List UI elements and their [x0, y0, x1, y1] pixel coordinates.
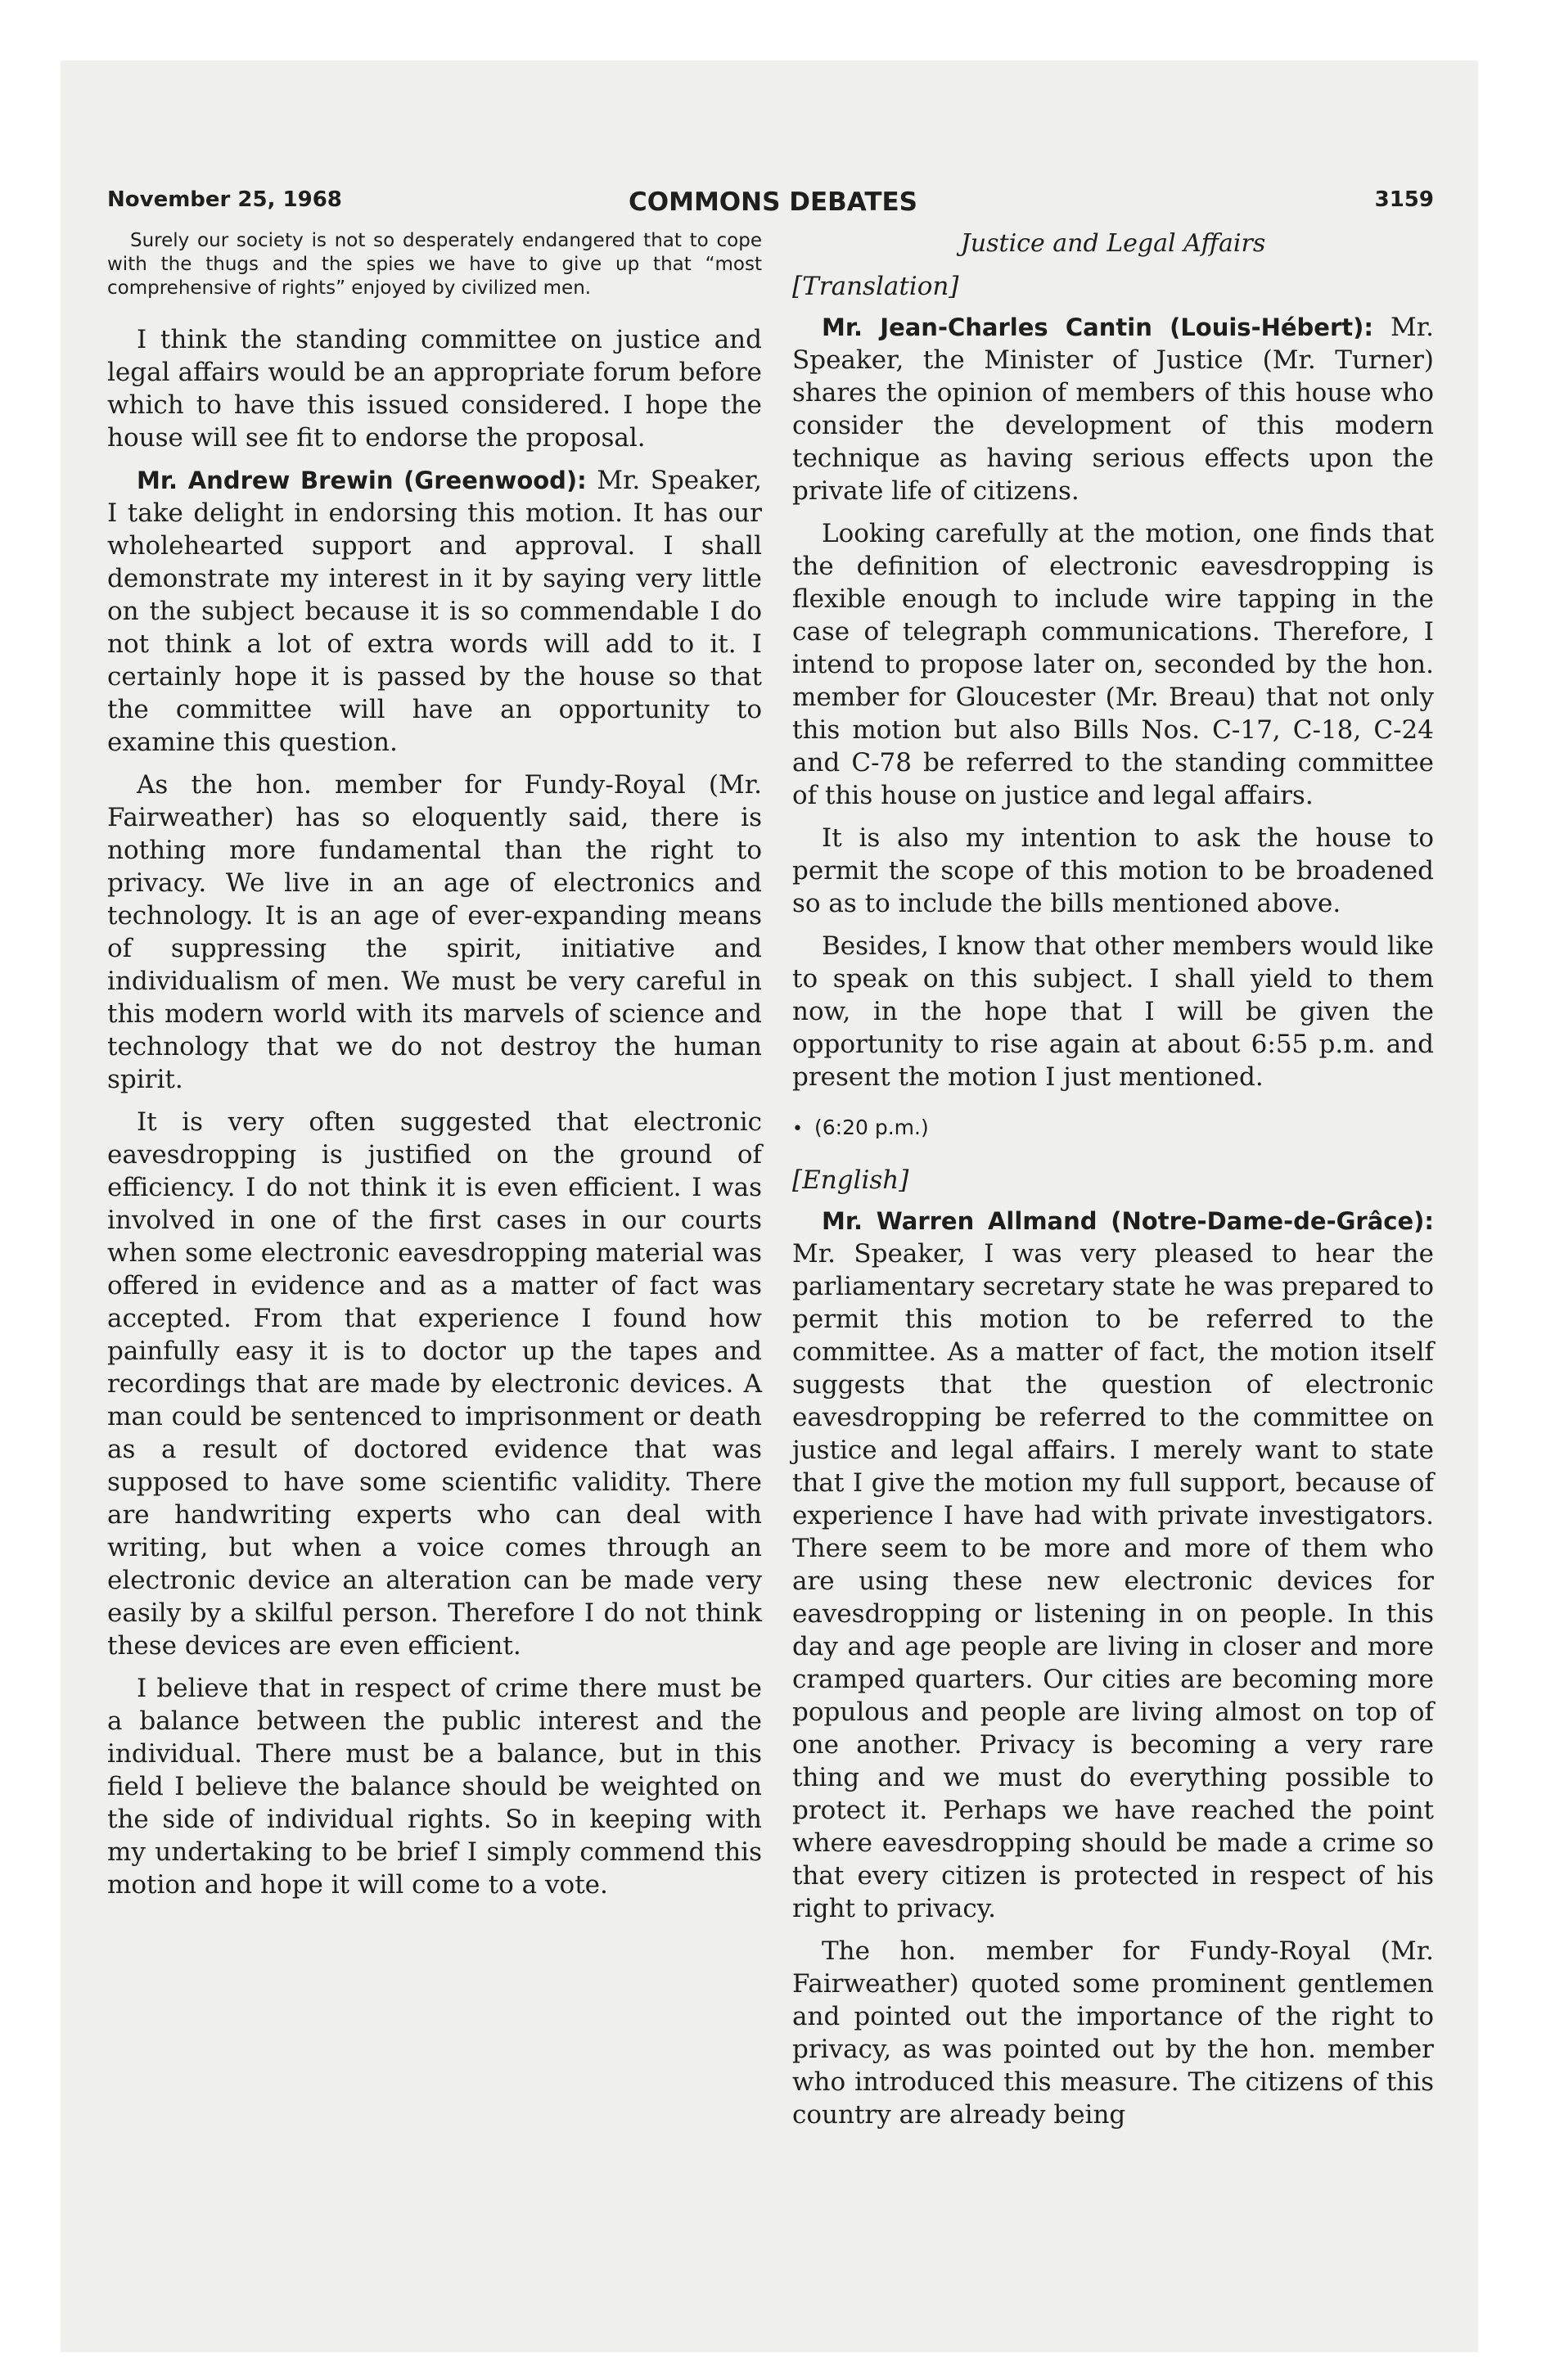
speech-text: Mr. Speaker, I was very pleased to hear the parliamentary secretary state he was prepared to permit this motion to be referred to the committee. As a matter of fact, the motion itself suggests that the question of electronic eavesdropping be referred to the committee on justice and legal affairs. I merely want to state that I give the motion my full support, because of experience I have had with private investigators. There seem to be more and more of them who are using these new electronic devices for eavesdropping or listening in on people. In this day and age people are living in closer and more cramped quarters. Our cities are becoming more populous and people are living almost on top of one another. Privacy is becoming a very rare thing and we must do everything possible to protect it. Perhaps we have reached the point where eavesdropping should be made a crime so that every citizen is protected in respect of his right to privacy. — [792, 1239, 1434, 1923]
english-label: [English] — [792, 1165, 909, 1195]
section-title: Justice and Legal Affairs — [960, 229, 1266, 258]
paragraph: It is very often suggested that electronic eavesdropping is justified on the ground of efficiency. I do not think it is even efficient. I was involved in one of the first cases in our courts when some electronic eavesdropping material was offered in evidence and as a matter of fact was accepted. From that experience I found how painfully easy it is to doctor up the tapes and recordings that are made by electronic devices. A man could be sentenced to imprisonment or death as a result of doctored evidence that was supposed to have some scientific validity. There are handwriting experts who can deal with writing, but when a voice comes through an electronic device an alteration can be made very easily by a skilful person. Therefore I do not think these devices are even efficient. — [107, 1107, 762, 1661]
paragraph: I think the standing committee on justice and legal affairs would be an appropriate forum before which to have this issued considered. I hope the house will see fit to endorse the proposal. — [107, 325, 762, 453]
left-column — [107, 229, 762, 1911]
speech-paragraph — [107, 464, 762, 759]
translation-label: [Translation] — [792, 272, 959, 301]
speech-paragraph — [792, 311, 1434, 507]
paragraph: Looking carefully at the motion, one finds that the definition of electronic eavesdropping is flexible enough to include wire tapping in the case of telegraph communications. Therefore, I intend to propose later on, seconded by the hon. member for Gloucester (Mr. Breau) that not only this motion but also Bills Nos. C-17, C-18, C-24 and C-78 be referred to the standing committee of this house on justice and legal affairs. — [792, 519, 1434, 810]
timestamp-line — [792, 1111, 1434, 1146]
timestamp: (6:20 p.m.) — [814, 1116, 929, 1139]
speech-text: Mr. Speaker, the Minister of Justice (Mr. Turner) shares the opinion of members of this house who consider the development of this modern technique as having serious effects upon the private life of citizens. — [792, 313, 1435, 506]
paragraph: The hon. member for Fundy-Royal (Mr. Fairweather) quoted some prominent gentlemen and pointed out the importance of the right to privacy, as was pointed out by the hon. member who introduced this measure. The citizens of this country are already being — [792, 1936, 1434, 2130]
paragraph: As the hon. member for Fundy-Royal (Mr. Fairweather) has so eloquently said, there is nothing more fundamental than the right to privacy. We live in an age of electronics and technology. It is an age of ever-expanding means of suppressing the spirit, initiative and individualism of men. We must be very careful in this modern world with its marvels of science and technology that we do not destroy the human spirit. — [107, 770, 762, 1094]
speech-text: Mr. Speaker, I take delight in endorsing this motion. It has our wholehearted support and approval. I shall demonstrate my interest in it by saying very little on the subject because it is so commendable I do not think a lot of extra words will add to it. I certainly hope it is passed by the house so that the committee will have an opportunity to examine this question. — [107, 466, 763, 757]
right-column — [792, 270, 1434, 2141]
bullet-icon: • — [792, 1119, 803, 1139]
header-title: COMMONS DEBATES — [629, 187, 917, 217]
quote-paragraph: Surely our society is not so desperately endangered that to cope with the thugs and the spies we have to give up that “most comprehensive of rights” enjoyed by civilized men. — [107, 230, 762, 299]
paragraph: I believe that in respect of crime there must be a balance between the public interest and the individual. There must be a balance, but in this field I believe the balance should be weighted on the side of individual rights. So in keeping with my undertaking to be brief I simply commend this motion and hope it will come to a vote. — [107, 1674, 762, 1900]
paragraph: Besides, I know that other members would like to speak on this subject. I shall yield to them now, in the hope that I will be given the opportunity to rise again at about 6:55 p.m. and present the motion I just mentioned. — [792, 931, 1434, 1092]
page-number: 3159 — [1374, 187, 1434, 212]
speaker-name: Mr. Jean-Charles Cantin (Louis-Hébert): — [822, 313, 1373, 341]
speech-paragraph — [792, 1205, 1434, 1925]
speaker-name: Mr. Andrew Brewin (Greenwood): — [137, 467, 587, 494]
paragraph: It is also my intention to ask the house to permit the scope of this motion to be broadened so as to include the bills mentioned above. — [792, 823, 1434, 918]
speaker-name: Mr. Warren Allmand (Notre-Dame-de-Grâce): — [822, 1207, 1434, 1235]
header-date: November 25, 1968 — [107, 187, 342, 212]
